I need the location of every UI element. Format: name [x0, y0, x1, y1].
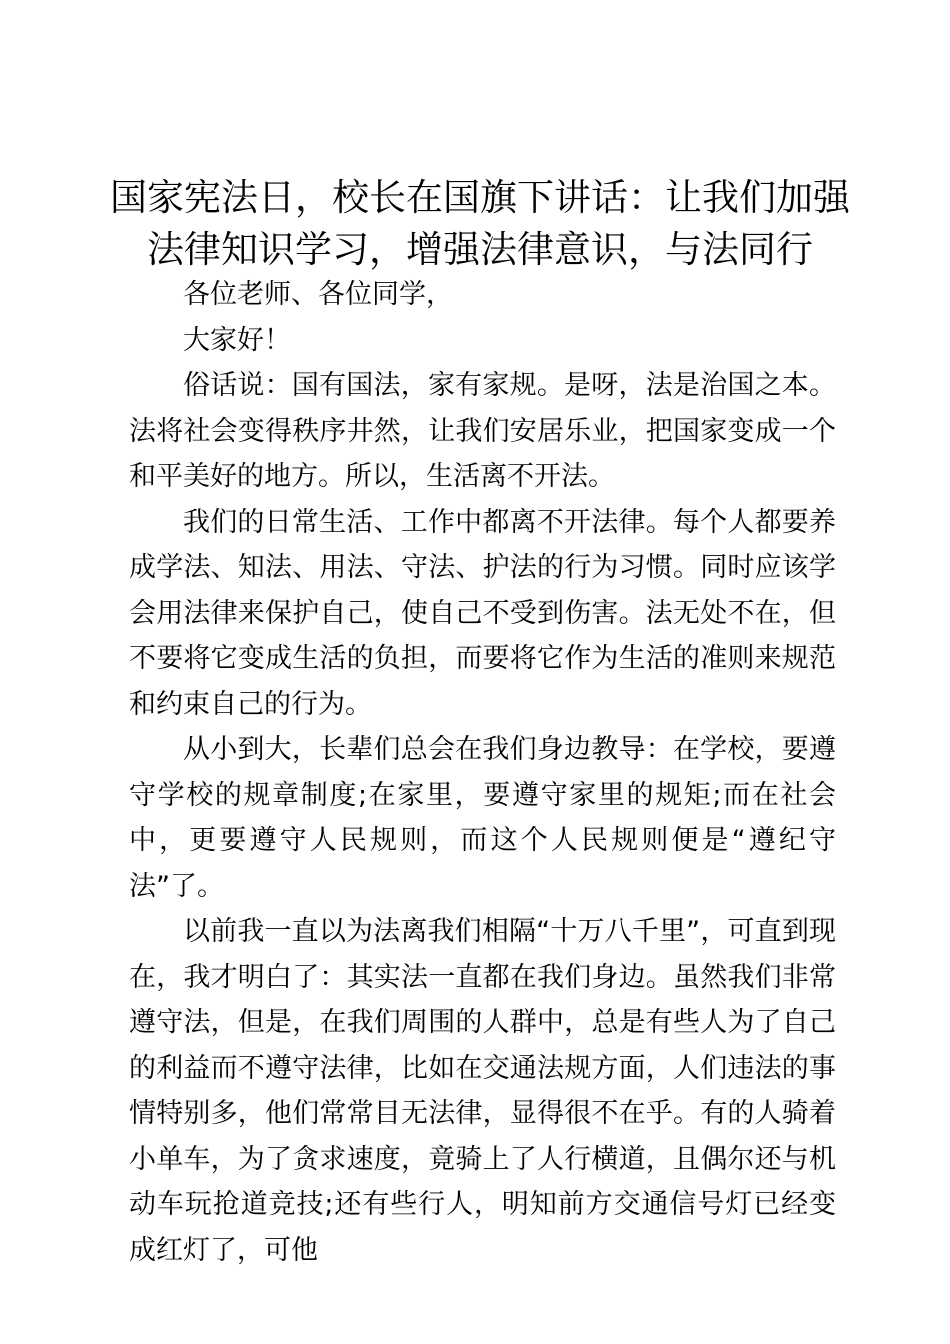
body-paragraph: 从小到大，长辈们总会在我们身边教导：在学校，要遵守学校的规章制度;在家里，要遵守家里的规矩;而在社会中，更要遵守人民规则，而这个人民规则便是“遵纪守法”了。: [129, 734, 836, 902]
greeting-paragraph: 各位老师、各位同学，: [183, 279, 453, 310]
document-title: 国家宪法日，校长在国旗下讲话：让我们加强法律知识学习，增强法律意识，与法同行: [110, 176, 850, 271]
document-body: [129, 272, 836, 1273]
body-paragraph: 以前我一直以为法离我们相隔“十万八千里”，可直到现在，我才明白了：其实法一直都在我们身边。虽然我们非常遵守法，但是，在我们周围的人群中，总是有些人为了自己的利益而不遵守法律，比如在交通法规方面，人们违法的事情特别多，他们常常目无法律，显得很不在乎。有的人骑着小单车，为了贪求速度，竟骑上了人行横道，且偶尔还与机动车玩抢道竞技;还有些行人，明知前方交通信号灯已经变成红灯了，可他: [129, 916, 836, 1266]
salutation-paragraph: 大家好！: [183, 324, 291, 356]
body-paragraph: 我们的日常生活、工作中都离不开法律。每个人都要养成学法、知法、用法、守法、护法的行为习惯。同时应该学会用法律来保护自己，使自己不受到伤害。法无处不在，但不要将它变成生活的负担，而要将它作为生活的准则来规范和约束自己的行为。: [129, 506, 836, 720]
body-paragraph: 俗话说：国有国法，家有家规。是呀，法是治国之本。法将社会变得秩序井然，让我们安居乐业，把国家变成一个和平美好的地方。所以，生活离不开法。: [129, 370, 836, 492]
